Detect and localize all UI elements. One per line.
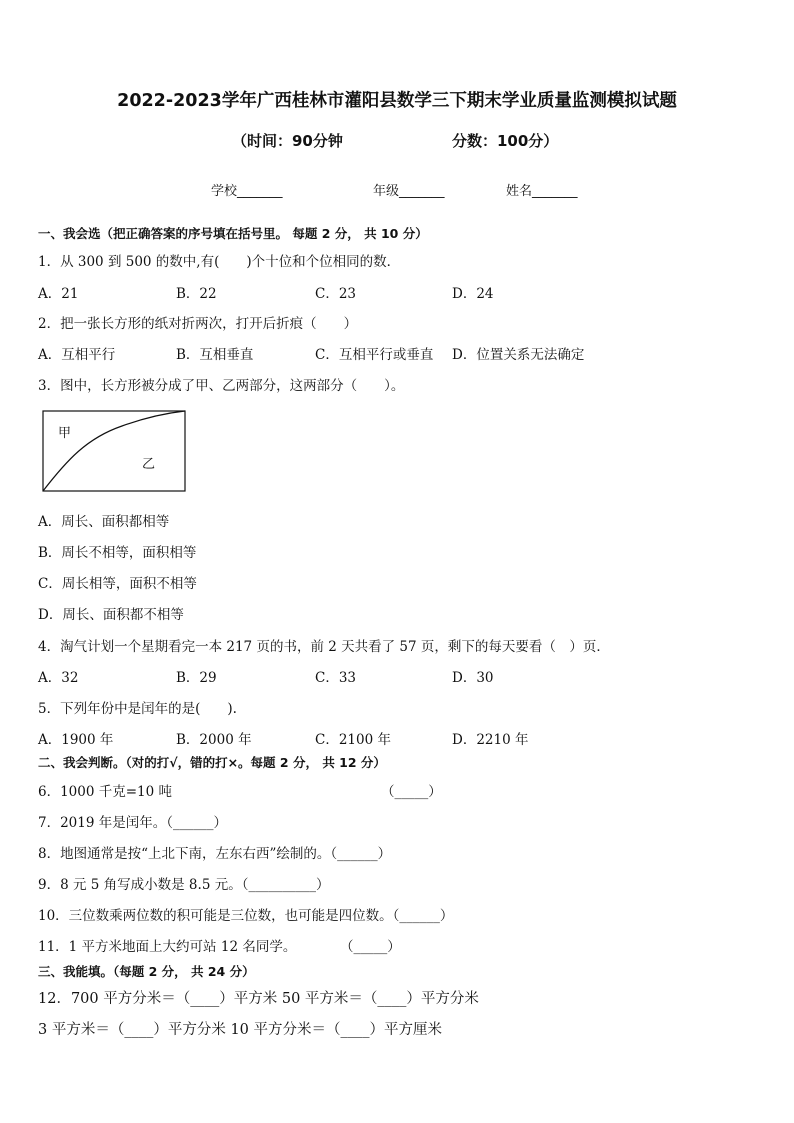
question-11-blank: （_____）	[340, 939, 401, 955]
question-5: 5．下列年份中是闰年的是( ).	[38, 701, 237, 717]
section3-heading: 三、我能填。（每题 2 分， 共 24 分）	[38, 964, 255, 979]
question-12-line-1: 12．700 平方分米＝（____）平方米 50 平方米＝（____）平方分米	[38, 991, 479, 1007]
part-a-label: 甲	[58, 426, 72, 441]
grade-field: 年级_______	[373, 184, 445, 199]
section1-heading: 一、我会选（把正确答案的序号填在括号里。 每题 2 分， 共 10 分）	[38, 226, 428, 241]
part-b-label: 乙	[142, 457, 156, 472]
question-1: 1．从 300 到 500 的数中,有( )个十位和个位相同的数．	[38, 254, 401, 270]
question-8: 8．地图通常是按“上北下南，左东右西”绘制的。（______）	[38, 846, 392, 862]
school-field: 学校_______	[211, 184, 283, 199]
q4-option-b: B．29	[176, 670, 217, 686]
score-label: 分数：100分）	[452, 132, 559, 150]
q5-option-b: B．2000 年	[176, 732, 252, 748]
question-9: 9．8 元 5 角写成小数是 8.5 元。（__________）	[38, 877, 330, 893]
q2-option-b: B．互相垂直	[176, 347, 254, 363]
q5-option-c: C．2100 年	[315, 732, 391, 748]
q1-option-c: C．23	[315, 286, 357, 302]
question-2: 2．把一张长方形的纸对折两次，打开后折痕（ ）	[38, 316, 358, 332]
exam-title: 2022-2023学年广西桂林市灌阳县数学三下期末学业质量监测模拟试题	[117, 91, 677, 111]
question-10: 10．三位数乘两位数的积可能是三位数，也可能是四位数。（______）	[38, 908, 454, 924]
question-6-blank: （_____）	[381, 784, 442, 800]
q4-option-a: A．32	[38, 670, 79, 686]
q4-option-c: C．33	[315, 670, 357, 686]
question-4: 4．淘气计划一个星期看完一本 217 页的书，前 2 天共看了 57 页，剩下的每天要看（ ）页．	[38, 639, 610, 655]
question-11: 11．1 平方米地面上大约可站 12 名同学。	[38, 939, 297, 955]
q2-option-a: A．互相平行	[38, 347, 116, 363]
q3-option-d: D．周长、面积都不相等	[38, 607, 184, 623]
q3-option-a: A．周长、面积都相等	[38, 514, 170, 530]
q3-option-c: C．周长相等，面积不相等	[38, 576, 197, 592]
question-6: 6．1000 千克=10 吨	[38, 784, 173, 800]
q1-option-d: D．24	[452, 286, 494, 302]
q5-option-d: D．2210 年	[452, 732, 529, 748]
question-12-line-2: 3 平方米＝（____）平方分米 10 平方分米＝（____）平方厘米	[38, 1022, 443, 1038]
question-7: 7．2019 年是闰年。（______）	[38, 815, 227, 831]
q1-option-b: B．22	[176, 286, 217, 302]
q2-option-c: C．互相平行或垂直	[315, 347, 434, 363]
time-label: （时间：90分钟	[232, 132, 343, 150]
name-field: 姓名_______	[506, 184, 578, 199]
q3-option-b: B．周长不相等，面积相等	[38, 545, 197, 561]
q2-option-d: D．位置关系无法确定	[452, 347, 585, 363]
q1-option-a: A．21	[38, 286, 79, 302]
question-3: 3．图中，长方形被分成了甲、乙两部分，这两部分（ ）。	[38, 378, 405, 394]
q5-option-a: A．1900 年	[38, 732, 114, 748]
q4-option-d: D．30	[452, 670, 494, 686]
section2-heading: 二、我会判断。（对的打√，错的打×。每题 2 分， 共 12 分）	[38, 755, 386, 770]
